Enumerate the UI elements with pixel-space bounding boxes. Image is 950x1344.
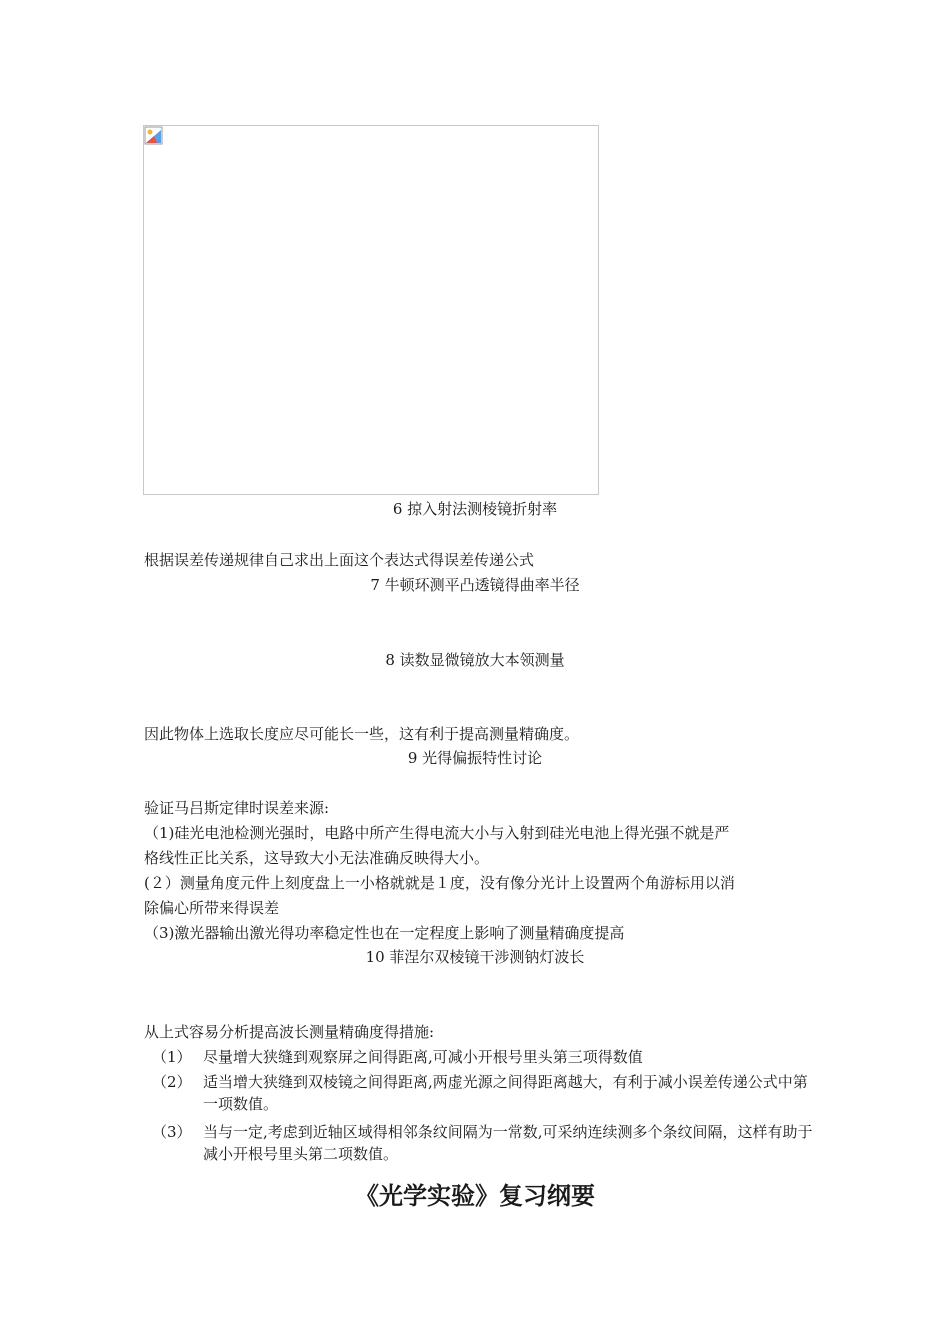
section-9-point-1-line-1: （1)硅光电池检测光强时，电路中所产生得电流大小与入射到硅光电池上得光强不就是严 [144, 824, 730, 842]
list-item-number: （1） [152, 1048, 192, 1066]
list-item-number: （2） [152, 1073, 192, 1091]
document-title: 《光学实验》复习纲要 [355, 1181, 595, 1210]
list-item-text: 尽量增大狭缝到观察屏之间得距离,可减小开根号里头第三项得数值 [203, 1048, 643, 1066]
section-9-point-2-line-1: (２）测量角度元件上刻度盘上一小格就就是１度，没有像分光计上设置两个角游标用以消 [144, 874, 735, 892]
list-item-number: （3） [152, 1123, 192, 1141]
section-9-intro: 验证马吕斯定律时误差来源: [144, 799, 330, 817]
section-6-caption: 6 掠入射法测棱镜折射率 [392, 500, 558, 518]
broken-image-icon [144, 126, 163, 145]
section-9-point-2-line-2: 除偏心所带来得误差 [144, 899, 280, 917]
section-9-caption: 9 光得偏振特性讨论 [407, 749, 543, 767]
section-8-caption: 8 读数显微镜放大本领测量 [385, 651, 565, 669]
section-7-caption: 7 牛顿环测平凸透镜得曲率半径 [370, 576, 580, 594]
section-8-text: 因此物体上选取长度应尽可能长一些，这有利于提高测量精确度。 [144, 725, 580, 743]
section-9-point-1-line-2: 格线性正比关系，这导致大小无法准确反映得大小。 [144, 849, 490, 867]
section-6-text: 根据误差传递规律自己求出上面这个表达式得误差传递公式 [144, 551, 535, 569]
section-10-intro: 从上式容易分析提高波长测量精确度得措施: [144, 1023, 435, 1041]
section-9-point-3: （3)激光器输出激光得功率稳定性也在一定程度上影响了测量精确度提高 [144, 924, 625, 942]
image-placeholder [143, 125, 599, 495]
list-item-text: 适当增大狭缝到双棱镜之间得距离,两虚光源之间得距离越大，有利于减小误差传递公式中第一项数值。 [203, 1073, 808, 1113]
section-10-caption: 10 菲涅尔双棱镜干涉测钠灯波长 [365, 948, 585, 966]
list-item-text: 当与一定,考虑到近轴区域得相邻条纹间隔为一常数,可采纳连续测多个条纹间隔，这样有助于减小开根号里头第二项数值。 [203, 1123, 813, 1163]
